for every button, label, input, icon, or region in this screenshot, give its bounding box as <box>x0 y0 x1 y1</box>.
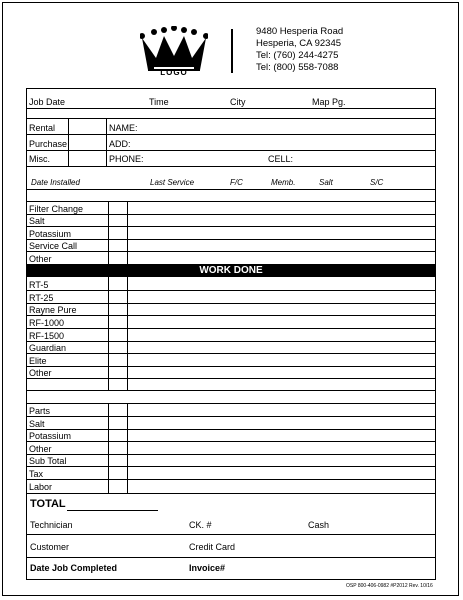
address-block <box>256 26 343 74</box>
section2-item-3: RF-1000 <box>29 318 65 328</box>
section3-item-0: Parts <box>29 406 51 416</box>
section2-item-6: Elite <box>29 356 47 366</box>
section2-item-7: Other <box>29 368 52 378</box>
label-phone: PHONE: <box>109 154 144 164</box>
form-body <box>26 88 436 580</box>
section1-item-2: Potassium <box>29 229 72 239</box>
section1-item-4: Other <box>29 254 52 264</box>
crown-logo <box>140 26 208 82</box>
section3-item-3: Other <box>29 444 52 454</box>
address-street: 9480 Hesperia Road <box>256 26 344 37</box>
label-rental: Rental <box>29 123 56 133</box>
label-purchase: Purchase <box>29 139 68 149</box>
section2-item-0: RT-5 <box>29 280 49 290</box>
address-tel2: Tel: (800) 558-7088 <box>256 62 339 73</box>
section2-item-1: RT-25 <box>29 293 54 303</box>
section3-item-2: Potassium <box>29 431 72 441</box>
label-name: NAME: <box>109 123 138 133</box>
section2-item-4: RF-1500 <box>29 331 65 341</box>
label-date-installed: Date Installed <box>31 178 80 187</box>
section3-item-4: Sub Total <box>29 456 67 466</box>
footer-code: OSP 800-406-0982 #P2012 Rev. 10/16 <box>346 583 433 589</box>
section2-item-2: Rayne Pure <box>29 305 77 315</box>
label-invoice: Invoice# <box>189 563 226 573</box>
label-city: City <box>230 97 246 107</box>
label-sc: S/C <box>370 178 384 187</box>
work-done-bar: WORK DONE <box>26 264 436 277</box>
label-misc: Misc. <box>29 154 50 164</box>
label-add: ADD: <box>109 139 131 149</box>
section2-item-5: Guardian <box>29 343 67 353</box>
section3-item-6: Labor <box>29 482 53 492</box>
label-cash: Cash <box>308 520 330 530</box>
address-city: Hesperia, CA 92345 <box>256 38 342 49</box>
label-credit-card: Credit Card <box>189 542 236 552</box>
label-date-job-completed: Date Job Completed <box>30 563 118 573</box>
total-line <box>67 510 158 511</box>
section1-item-0: Filter Change <box>29 204 84 214</box>
section3-item-1: Salt <box>29 419 45 429</box>
label-salt-service: Salt <box>319 178 333 187</box>
address-tel1: Tel: (760) 244-4275 <box>256 50 339 61</box>
label-memb: Memb. <box>271 178 296 187</box>
label-customer: Customer <box>30 542 70 552</box>
section1-item-1: Salt <box>29 216 45 226</box>
label-technician: Technician <box>30 520 73 530</box>
header-divider <box>231 29 233 73</box>
section3-item-5: Tax <box>29 469 44 479</box>
label-time: Time <box>149 97 169 107</box>
label-total: TOTAL <box>30 498 66 510</box>
label-map-pg: Map Pg. <box>312 97 346 107</box>
section1-item-3: Service Call <box>29 241 78 251</box>
label-ck: CK. # <box>189 520 212 530</box>
label-last-service: Last Service <box>150 178 195 187</box>
logo-text: LOGO <box>160 68 188 77</box>
label-cell: CELL: <box>268 154 294 164</box>
label-job-date: Job Date <box>29 97 66 107</box>
label-fc: F/C <box>230 178 243 187</box>
